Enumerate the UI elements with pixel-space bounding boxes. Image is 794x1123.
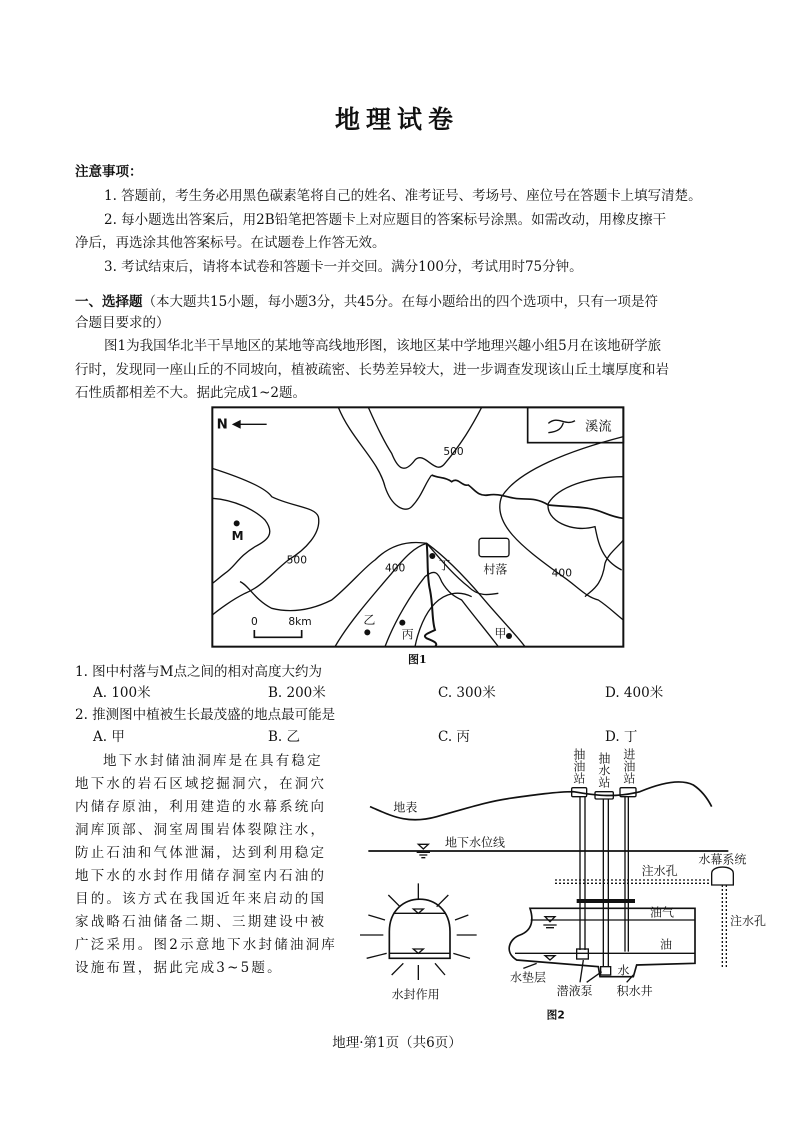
label-station: 油	[623, 759, 636, 774]
label-m: M	[231, 529, 244, 543]
section-heading: 一、选择题	[75, 294, 143, 310]
label-oil-gas: 油气	[650, 905, 675, 920]
submersible-pump	[601, 967, 611, 975]
point-yi	[364, 629, 370, 635]
q1-option-c[interactable]: C. 300米	[438, 685, 496, 701]
q1-option-b[interactable]: B. 200米	[268, 685, 326, 701]
label-station: 抽	[598, 751, 611, 766]
legend-stream-icon	[548, 420, 575, 432]
label-station: 油	[573, 759, 586, 774]
label-injection-hole: 注水孔	[641, 864, 678, 878]
label-station: 进	[623, 747, 636, 762]
point-jia	[506, 633, 512, 639]
ground-surface	[370, 782, 712, 820]
label-pump: 潜液泵	[556, 984, 593, 998]
notice-item: 3. 考试结束后，请将本试卷和答题卡一并交回。满分100分，考试用时75分钟。	[104, 259, 583, 275]
north-arrow-icon	[233, 421, 266, 428]
intro-line: 目的。该方式在我国近年来启动的国	[75, 891, 327, 907]
scale-label: 8km	[288, 615, 312, 628]
figure-2-oil-storage-diagram	[360, 745, 780, 1025]
point-m	[234, 520, 240, 526]
legend-label: 溪流	[585, 419, 612, 435]
contour-line	[548, 477, 623, 570]
question-2-stem: 2. 推测图中植被生长最茂盛的地点最可能是	[75, 707, 336, 723]
intro-line: 图1为我国华北半干旱地区的某地等高线地形图，该地区某中学地理兴趣小组5月在该地研学旅	[104, 338, 662, 354]
figure-1-caption: 图1	[408, 653, 427, 666]
label-station: 站	[573, 771, 586, 786]
label-ding: 丁	[438, 558, 451, 573]
label-injection-hole: 注水孔	[730, 914, 767, 928]
label-water-table: 地下水位线	[445, 835, 506, 850]
notice-item: 净后，再选涂其他答案标号。在试题卷上作答无效。	[75, 235, 386, 251]
pressure-arrows-icon	[360, 883, 477, 980]
label-water: 水	[617, 963, 630, 978]
intro-line: 内储存原油，利用建造的水幕系统向	[75, 799, 327, 815]
label-village: 村落	[483, 562, 508, 577]
contour-label: 400	[551, 566, 573, 580]
label-bing: 丙	[401, 627, 414, 642]
label-station: 抽	[573, 747, 586, 762]
section-desc: （本大题共15小题，每小题3分，共45分。在每小题给出的四个选项中，只有一项是符	[142, 294, 658, 310]
notice-heading: 注意事项：	[75, 164, 143, 180]
intro-line: 洞库顶部、洞室周围岩体裂隙注水，	[75, 822, 327, 838]
section-desc-cont: 合题目要求的）	[75, 315, 170, 331]
intro-line: 广泛采用。图2示意地下水封储油洞库	[75, 937, 337, 953]
intro-line: 地下水的水封作用储存洞室内石油的	[75, 868, 327, 884]
figure-1-contour-map	[205, 400, 625, 670]
scale-bar	[254, 630, 301, 637]
q2-option-b[interactable]: B. 乙	[268, 729, 301, 745]
stream	[432, 475, 624, 518]
injection-hole-dotted	[555, 880, 726, 968]
label-water-seal: 水封作用	[391, 987, 440, 1002]
notice-item: 2. 每小题选出答案后，用2B铅笔把答题卡上对应题目的答案标号涂黑。如需改动，用橡皮擦干	[104, 212, 667, 228]
seal-inner-lines	[389, 909, 450, 953]
q2-option-c[interactable]: C. 丙	[438, 729, 470, 745]
intro-line: 地下水的岩石区域挖掘洞穴，在洞穴	[75, 776, 327, 792]
point-ding	[429, 553, 435, 559]
page-footer: 地理·第1页（共6页）	[332, 1035, 462, 1051]
question-1-stem: 1. 图中村落与M点之间的相对高度大约为	[75, 664, 322, 680]
q1-option-a[interactable]: A. 100米	[93, 685, 151, 701]
label-yi: 乙	[363, 613, 376, 627]
village-symbol	[479, 538, 509, 556]
pipe	[580, 797, 628, 967]
contour-label: 500	[286, 553, 308, 567]
intro-2-paragraph	[75, 750, 343, 980]
notice-item: 1. 答题前，考生务必用黑色碳素笔将自己的姓名、准考证号、考场号、座位号在答题卡上填写清楚。	[104, 188, 702, 204]
label-oil: 油	[660, 937, 673, 952]
label-water-curtain: 水幕系统	[698, 852, 747, 867]
north-label: N	[216, 417, 228, 433]
label-station: 站	[598, 775, 611, 790]
intro-line: 石性质都相差不大。据此完成1~2题。	[75, 385, 306, 401]
page-title: 地理试卷	[334, 105, 459, 134]
scale-label: 0	[251, 615, 258, 628]
q2-option-d[interactable]: D. 丁	[605, 729, 638, 745]
intro-line: 地下水封储油洞库是在具有稳定	[103, 753, 323, 769]
q2-option-a[interactable]: A. 甲	[93, 729, 125, 745]
contour-line	[500, 437, 624, 620]
contour-label: 500	[443, 445, 464, 458]
label-station: 水	[598, 763, 611, 778]
intro-line: 防止石油和气体泄漏，达到利用稳定	[75, 845, 327, 861]
label-water-cushion: 水垫层	[510, 970, 547, 985]
intro-line: 设施布置，据此完成3~5题。	[75, 960, 283, 976]
intro-line: 行时，发现同一座山丘的不同坡向，植被疏密、长势差异较大，进一步调查发现该山丘土壤厚度和岩	[75, 362, 669, 378]
label-station: 站	[623, 771, 636, 786]
label-surface: 地表	[393, 800, 418, 815]
q1-option-d[interactable]: D. 400米	[605, 685, 664, 701]
stream	[425, 543, 436, 646]
intro-line: 家战略石油储备二期、三期建设中被	[75, 914, 327, 930]
water-curtain-tunnel	[712, 867, 734, 885]
label-jia: 甲	[494, 626, 507, 641]
contour-label: 400	[385, 561, 406, 575]
contour-line	[212, 468, 318, 615]
point-bing	[399, 620, 405, 626]
label-sump-well: 积水井	[616, 984, 653, 998]
figure-2-caption: 图2	[546, 1008, 565, 1022]
contour-line	[368, 407, 481, 468]
